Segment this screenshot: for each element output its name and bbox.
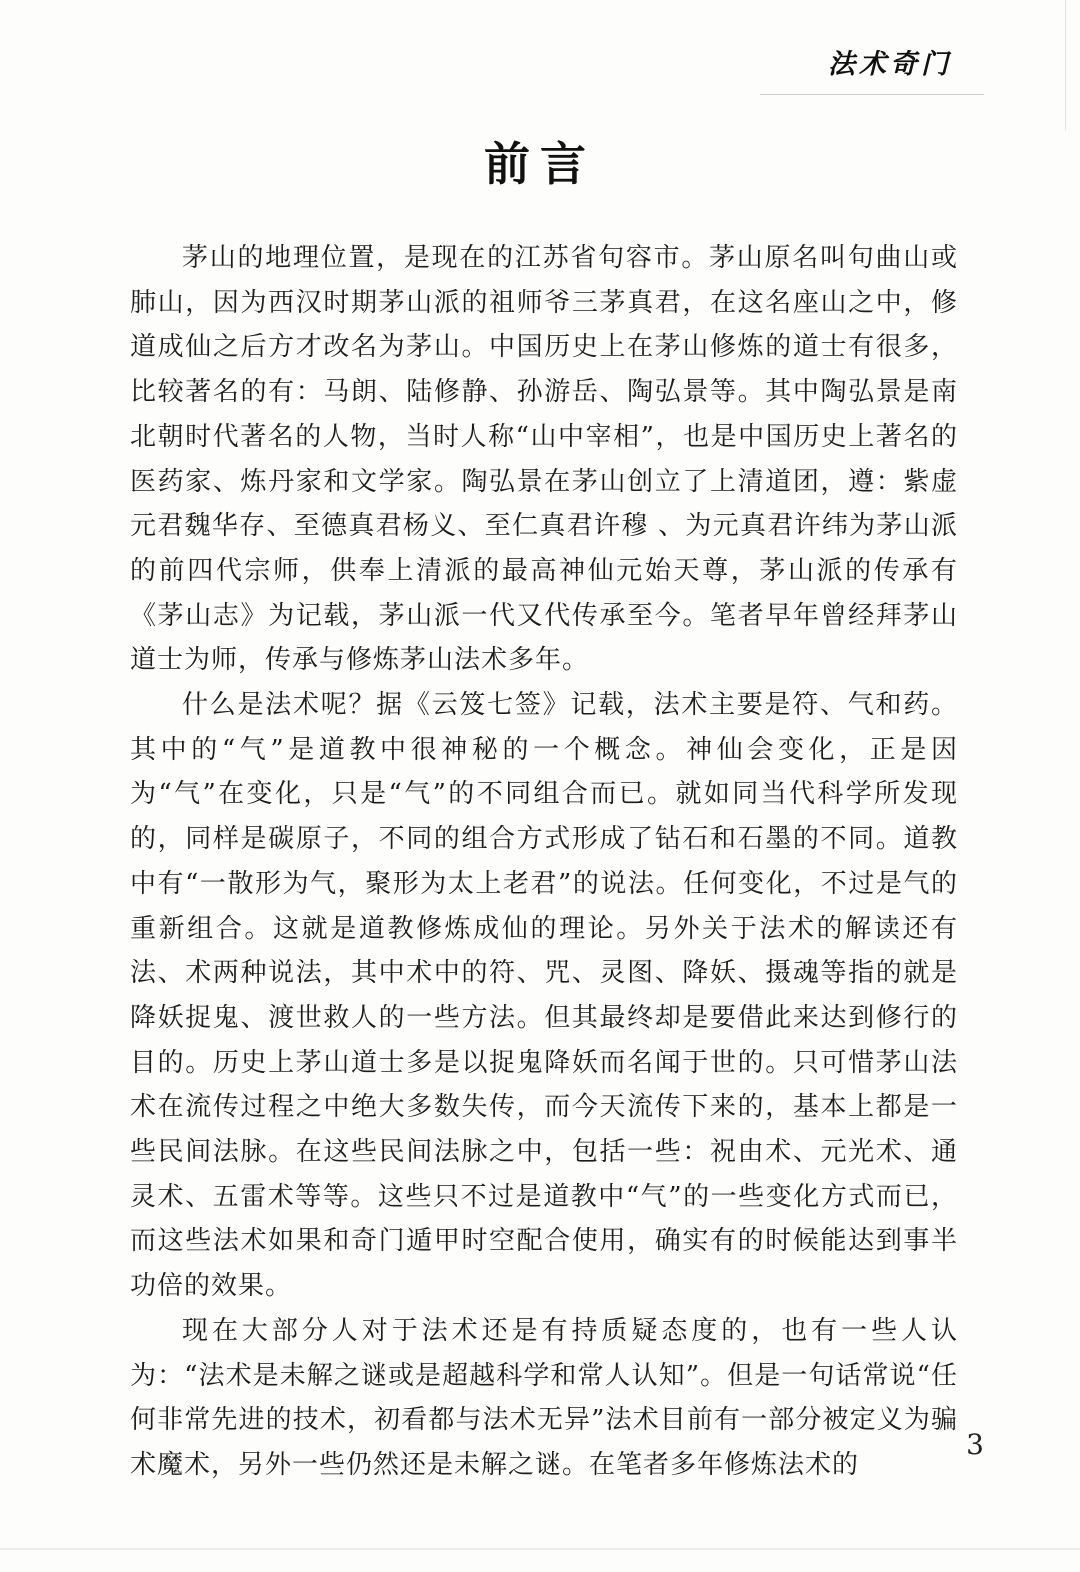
paragraph-3: 现在大部分人对于法术还是有持质疑态度的，也有一些人认为：“法术是未解之谜或是超越科学和常人认知”。但是一句话常说“任何非常先进的技术，初看都与法术无异”法术目前有一部分被定义为骗术魔术，另外一些仍然还是未解之谜。在笔者多年修炼法术的	[130, 1315, 958, 1480]
paragraph-2: 什么是法术呢？据《云笈七签》记载，法术主要是符、气和药。其中的“气”是道教中很神秘的一个概念。神仙会变化，正是因为“气”在变化，只是“气”的不同组合而已。就如同当代科学所发现的，同样是碳原子，不同的组合方式形成了钻石和石墨的不同。道教中有“一散形为气，聚形为太上老君”的说法。任何变化，不过是气的重新组合。这就是道教修炼成仙的理论。另外关于法术的解读还有法、术两种说法，其中术中的符、咒、灵图、降妖、摄魂等指的就是降妖捉鬼、渡世救人的一些方法。但其最终却是要借此来达到修行的目的。历史上茅山道士多是以捉鬼降妖而名闻于世的。只可惜茅山法术在流传过程之中绝大多数失传，而今天流传下来的，基本上都是一些民间法脉。在这些民间法脉之中，包括一些：祝由术、元光术、通灵术、五雷术等等。这些只不过是道教中“气”的一些变化方式而已，而这些法术如果和奇门遁甲时空配合使用，确实有的时候能达到事半功倍的效果。	[130, 690, 958, 1302]
paragraph-1: 茅山的地理位置，是现在的江苏省句容市。茅山原名叫句曲山或肺山，因为西汉时期茅山派的祖师爷三茅真君，在这名座山之中，修道成仙之后方才改名为茅山。中国历史上在茅山修炼的道士有很多，比较著名的有：马朗、陆修静、孙游岳、陶弘景等。其中陶弘景是南北朝时代著名的人物，当时人称“山中宰相”，也是中国历史上著名的医药家、炼丹家和文学家。陶弘景在茅山创立了上清道团，遵：紫虚元君魏华存、至德真君杨义、至仁真君许穆 、为元真君许纬为茅山派的前四代宗师，供奉上清派的最高神仙元始天尊，茅山派的传承有《茅山志》为记载，茅山派一代又代传承至今。笔者早年曾经拜茅山道士为师，传承与修炼茅山法术多年。	[130, 243, 958, 676]
chapter-title: 前言	[484, 137, 596, 191]
page-edge-shadow	[1065, 0, 1066, 130]
scan-bottom-edge	[0, 1548, 1080, 1550]
header-divider	[760, 94, 984, 95]
body-text	[130, 236, 958, 1488]
page-number: 3	[966, 1428, 984, 1461]
running-header: 法术奇门	[828, 49, 952, 80]
